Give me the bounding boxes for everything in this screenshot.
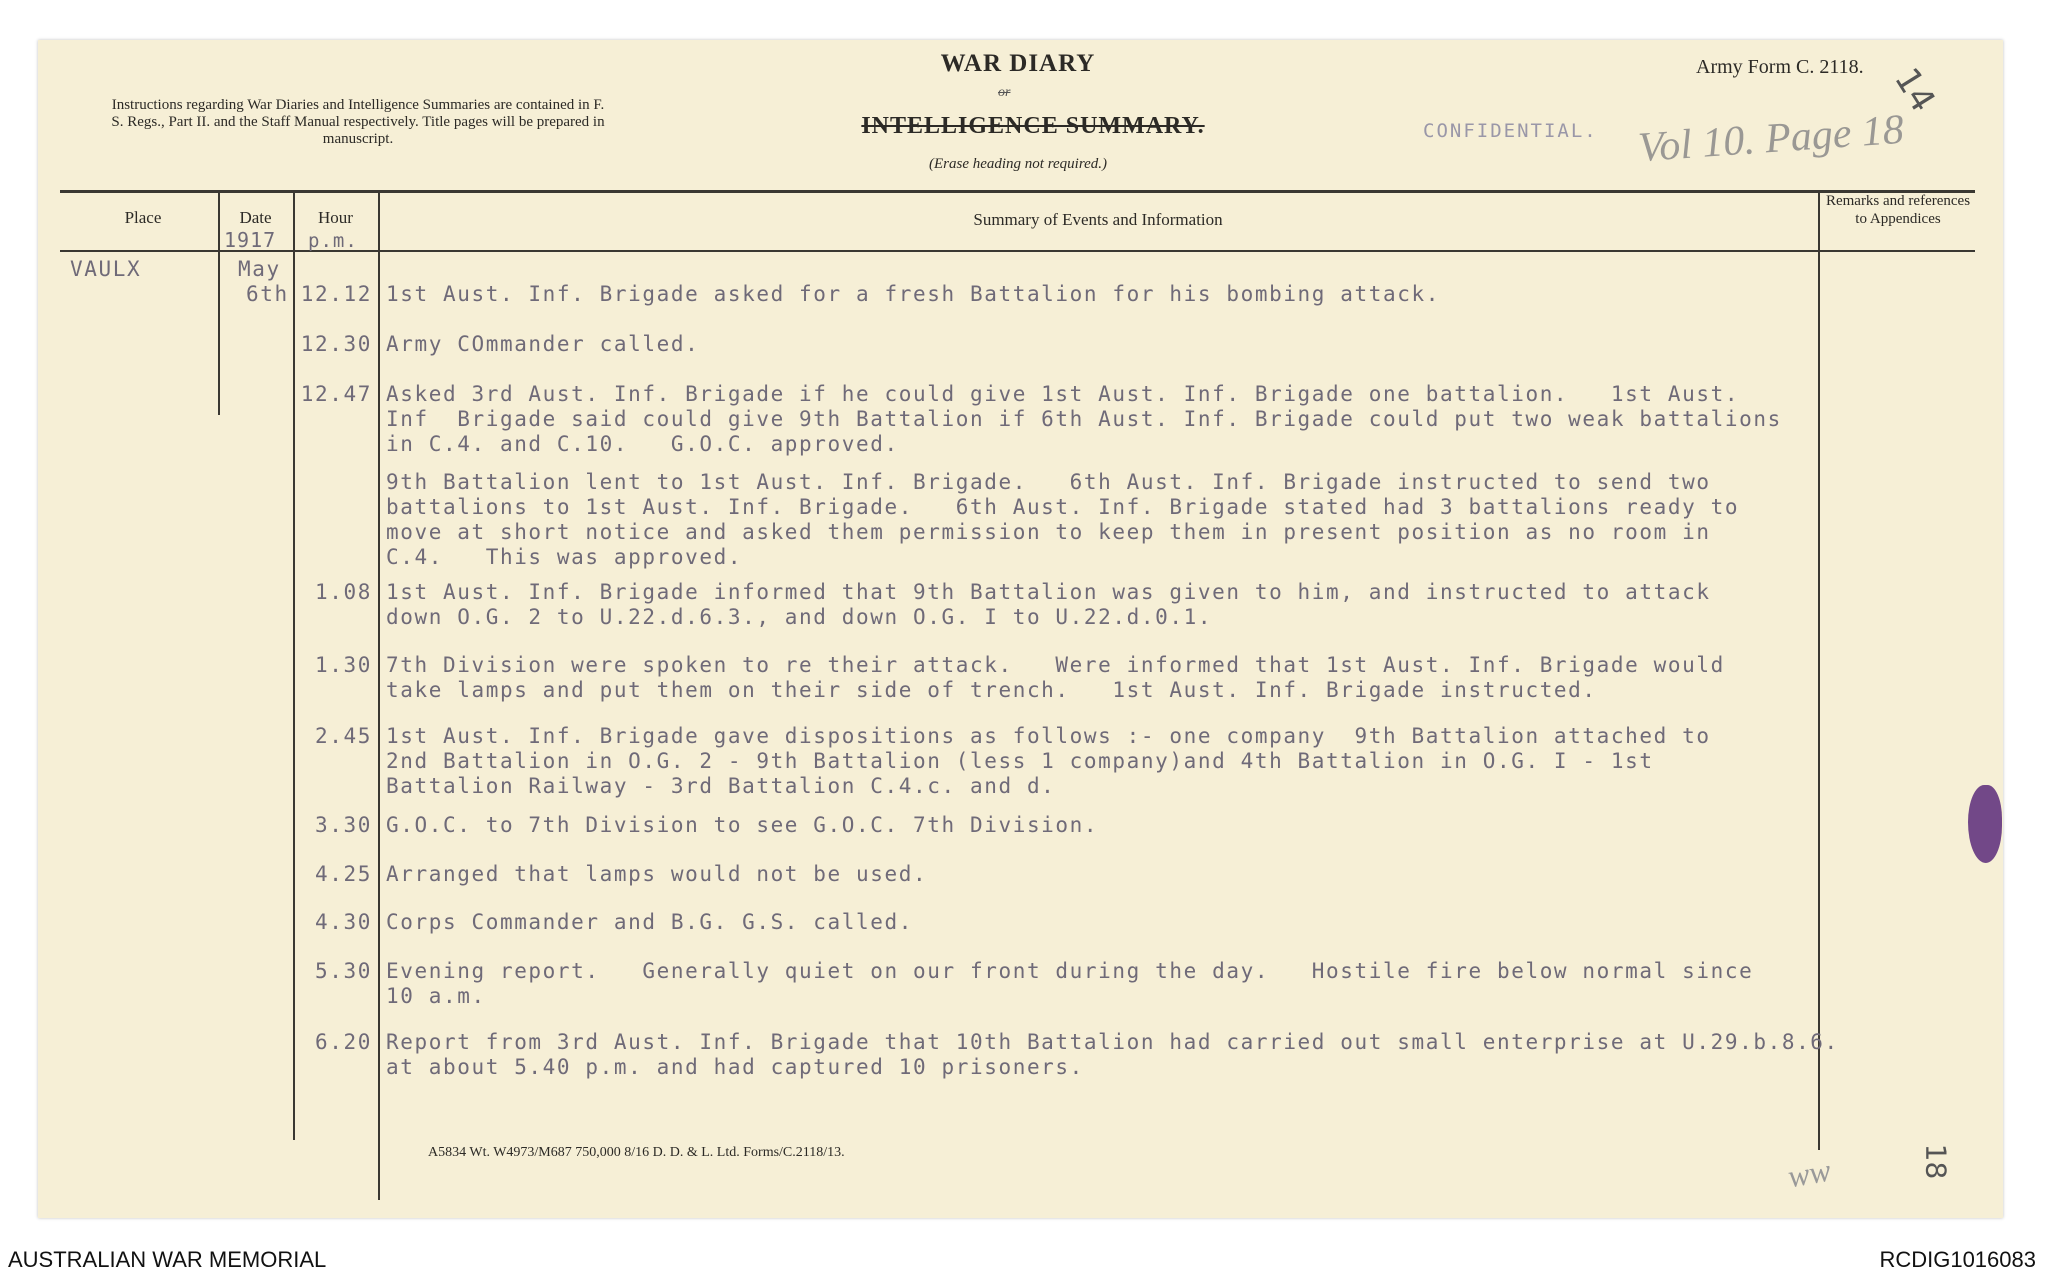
instructions-text: Instructions regarding War Diaries and Intelligence Summaries are contained in F. S. Regs., Part II. and the Staff Manual respectively. Title pages will be prepared in manuscript.	[111, 97, 605, 147]
handwritten-number: 14	[1886, 61, 1944, 119]
intelligence-summary-heading: INTELLIGENCE SUMMARY.	[861, 113, 1205, 139]
entry-time: 1.08	[315, 580, 372, 604]
handwritten-initials: ww	[1785, 1151, 1834, 1195]
entry-line: at about 5.40 p.m. and had captured 10 prisoners.	[386, 1055, 1084, 1079]
printer-line: A5834 Wt. W4973/M687 750,000 8/16 D. D. & L. Ltd. Forms/C.2118/13.	[428, 1145, 845, 1160]
entry-time: 1.30	[315, 653, 372, 677]
entry-line: take lamps and put them on their side of trench. 1st Aust. Inf. Brigade instructed.	[386, 678, 1597, 702]
entry-line: C.4. This was approved.	[386, 545, 743, 569]
header-remarks: Remarks and references to Appendices	[1825, 193, 1971, 227]
confidential-stamp: CONFIDENTIAL.	[1423, 120, 1598, 142]
col-divider-remarks	[1818, 190, 1820, 1150]
entry-line: 10 a.m.	[386, 984, 486, 1008]
archive-name: AUSTRALIAN WAR MEMORIAL	[8, 1247, 327, 1272]
header-pm: p.m.	[308, 230, 358, 252]
entry-line: Arranged that lamps would not be used.	[386, 862, 928, 886]
page-number: 18	[1919, 1143, 1953, 1180]
col-divider-date	[293, 190, 295, 1140]
col-divider-hour	[378, 190, 380, 1200]
entry-time: 3.30	[315, 813, 372, 837]
handwritten-volume-page: Vol 10. Page 18	[1636, 106, 1906, 172]
entry-line: 9th Battalion lent to 1st Aust. Inf. Brigade. 6th Aust. Inf. Brigade instructed to send two	[386, 470, 1711, 494]
entry-line: battalions to 1st Aust. Inf. Brigade. 6th Aust. Inf. Brigade stated had 3 battalions ready to	[386, 495, 1740, 519]
entry-line: 1st Aust. Inf. Brigade gave dispositions as follows :- one company 9th Battalion attached to	[386, 724, 1711, 748]
entry-line: 7th Division were spoken to re their attack. Were informed that 1st Aust. Inf. Brigade would	[386, 653, 1725, 677]
entry-line: Corps Commander and B.G. G.S. called.	[386, 910, 913, 934]
archive-id: RCDIG1016083	[1879, 1247, 2036, 1272]
date-day: 6th	[246, 282, 289, 306]
entry-line: Battalion Railway - 3rd Battalion C.4.c. and d.	[386, 774, 1056, 798]
entry-line: move at short notice and asked them permission to keep them in present position as no room in	[386, 520, 1711, 544]
entry-time: 5.30	[315, 959, 372, 983]
entry-line: Evening report. Generally quiet on our front during the day. Hostile fire below normal since	[386, 959, 1754, 983]
table-top-rule	[60, 190, 1975, 193]
entry-time: 2.45	[315, 724, 372, 748]
header-place: Place	[124, 208, 162, 227]
entry-time: 4.30	[315, 910, 372, 934]
or-text: or	[998, 85, 1011, 100]
place-value: VAULX	[70, 257, 142, 281]
entry-line: Asked 3rd Aust. Inf. Brigade if he could give 1st Aust. Inf. Brigade one battalion. 1st Aust.	[386, 382, 1740, 406]
entry-line: Army COmmander called.	[386, 332, 700, 356]
entry-line: Inf Brigade said could give 9th Battalion if 6th Aust. Inf. Brigade could put two weak battalions	[386, 407, 1782, 431]
date-month: May	[238, 257, 281, 281]
entry-time: 4.25	[315, 862, 372, 886]
war-diary-title: WAR DIARY	[940, 50, 1096, 77]
header-summary: Summary of Events and Information	[973, 210, 1223, 229]
entry-time: 12.30	[300, 332, 372, 356]
entry-line: G.O.C. to 7th Division to see G.O.C. 7th Division.	[386, 813, 1099, 837]
header-year: 1917	[224, 228, 277, 252]
entry-time: 12.47	[300, 382, 372, 406]
entry-line: in C.4. and C.10. G.O.C. approved.	[386, 432, 899, 456]
entry-line: 1st Aust. Inf. Brigade informed that 9th Battalion was given to him, and instructed to attack	[386, 580, 1711, 604]
entry-time: 6.20	[315, 1030, 372, 1054]
erase-note: (Erase heading not required.)	[928, 156, 1108, 172]
entry-line: down O.G. 2 to U.22.d.6.3., and down O.G. I to U.22.d.0.1.	[386, 605, 1213, 629]
entry-line: 2nd Battalion in O.G. 2 - 9th Battalion (less 1 company)and 4th Battalion in O.G. I - 1st	[386, 749, 1654, 773]
header-date: Date	[239, 208, 272, 227]
entry-line: 1st Aust. Inf. Brigade asked for a fresh Battalion for his bombing attack.	[386, 282, 1440, 306]
entry-line: Report from 3rd Aust. Inf. Brigade that 10th Battalion had carried out small enterprise at U.29.b.8.6.	[386, 1030, 1839, 1054]
ink-stain	[1968, 785, 2002, 863]
army-form-label: Army Form C. 2118.	[1696, 56, 1864, 78]
entry-time: 12.12	[300, 282, 372, 306]
diary-page	[38, 40, 2003, 1218]
header-hour: Hour	[318, 208, 353, 227]
